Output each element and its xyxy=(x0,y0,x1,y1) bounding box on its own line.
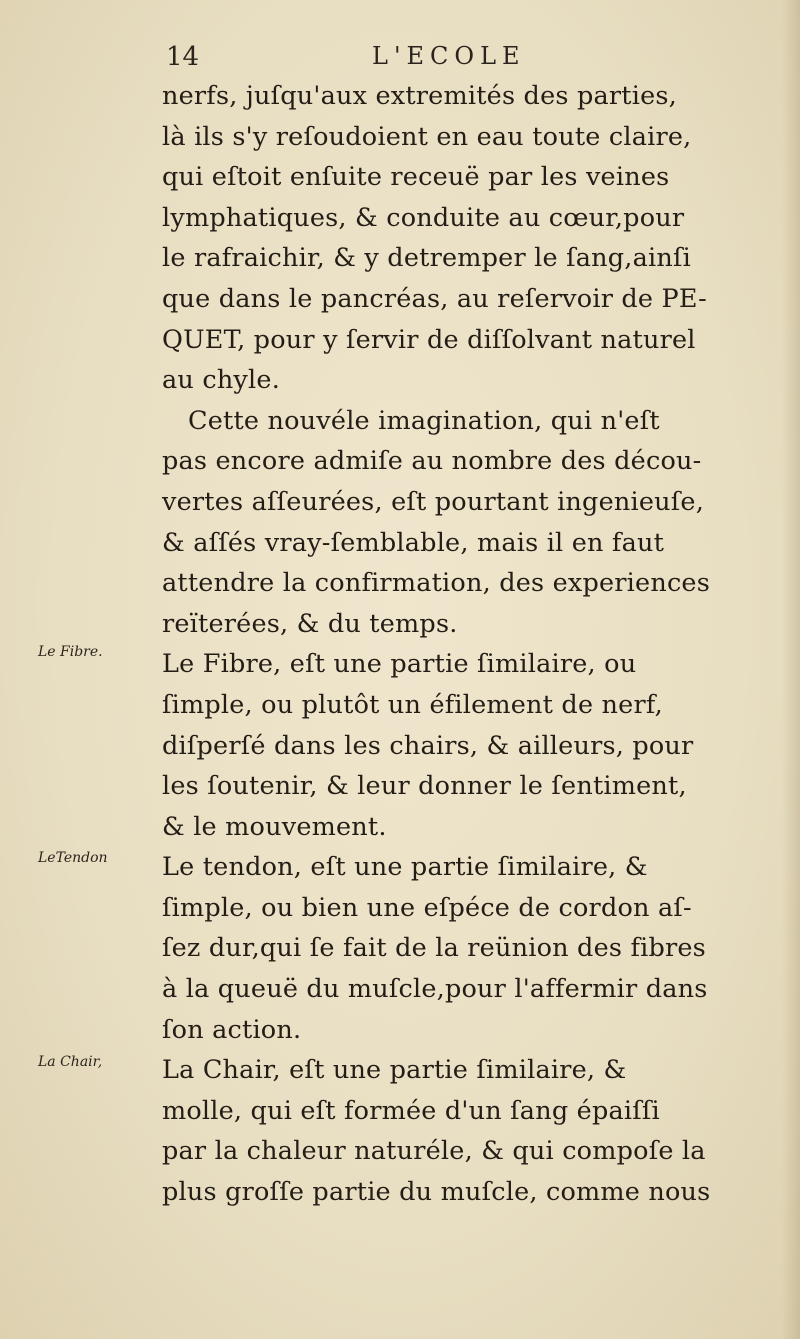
text-line: les ſoutenir, & leur donner le ſentiment, xyxy=(162,771,687,802)
text-line: à la queuë du muſcle,pour l'affermir dans xyxy=(162,974,708,1005)
text-line: ſon action. xyxy=(162,1014,302,1045)
text-line: qui eſtoit enſuite receuë par les veines xyxy=(162,162,670,193)
text-line: & aſſés vray-ſemblable, mais il en faut xyxy=(162,527,665,558)
text-line: attendre la confirmation, des experiences xyxy=(162,568,711,599)
text-line: par la chaleur naturéle, & qui compoſe la xyxy=(162,1136,706,1167)
paragraph-start-line: Le Fibre, eſt une partie ſimilaire, ou xyxy=(162,649,637,680)
text-line: plus groſſe partie du muſcle, comme nous xyxy=(162,1177,711,1208)
text-line: lymphatiques, & conduite au cœur,pour xyxy=(162,202,685,233)
margin-note-tendon: LeTendon xyxy=(38,850,108,866)
paragraph-start-line: La Chair, eſt une partie ſimilaire, & xyxy=(162,1055,627,1086)
text-line: diſperſé dans les chairs, & ailleurs, pour xyxy=(162,730,694,761)
text-line: que dans le pancréas, au reſervoir de PE- xyxy=(162,283,707,314)
text-line: molle, qui eſt formée d'un ſang épaiſſi xyxy=(162,1095,660,1126)
paragraph-start-line: Cette nouvéle imagination, qui n'eſt xyxy=(188,405,660,436)
page-fold-shadow xyxy=(782,0,800,1339)
text-line: QUET, pour y ſervir de diſſolvant naturel xyxy=(162,324,696,355)
text-line: nerfs, juſqu'aux extremités des parties, xyxy=(162,81,677,111)
text-line: là ils s'y reſoudoient en eau toute claire, xyxy=(162,121,692,152)
body-text xyxy=(162,76,772,1213)
text-line: pas encore admiſe au nombre des décou- xyxy=(162,446,702,477)
text-line: le rafraichir, & y detremper le ſang,ainſi xyxy=(162,243,691,274)
text-line: ſimple, ou bien une eſpéce de cordon aſ- xyxy=(162,892,692,923)
text-line: & le mouvement. xyxy=(162,811,387,842)
running-head xyxy=(162,42,762,78)
text-line: reïterées, & du temps. xyxy=(162,608,458,639)
margin-note-chair: La Chair, xyxy=(38,1054,103,1070)
text-line: au chyle. xyxy=(162,365,280,396)
text-line: ſez dur,qui ſe fait de la reünion des fibres xyxy=(162,933,706,964)
text-line: vertes aſſeurées, eſt pourtant ingenieuſe, xyxy=(162,486,704,517)
page-number: 14 xyxy=(166,42,200,72)
text-line: ſimple, ou plutôt un éfilement de nerf, xyxy=(162,689,663,720)
paragraph-start-line: Le tendon, eſt une partie ſimilaire, & xyxy=(162,852,648,883)
running-title: L'ECOLE xyxy=(372,42,526,70)
margin-note-fibre: Le Fibre. xyxy=(38,644,103,660)
